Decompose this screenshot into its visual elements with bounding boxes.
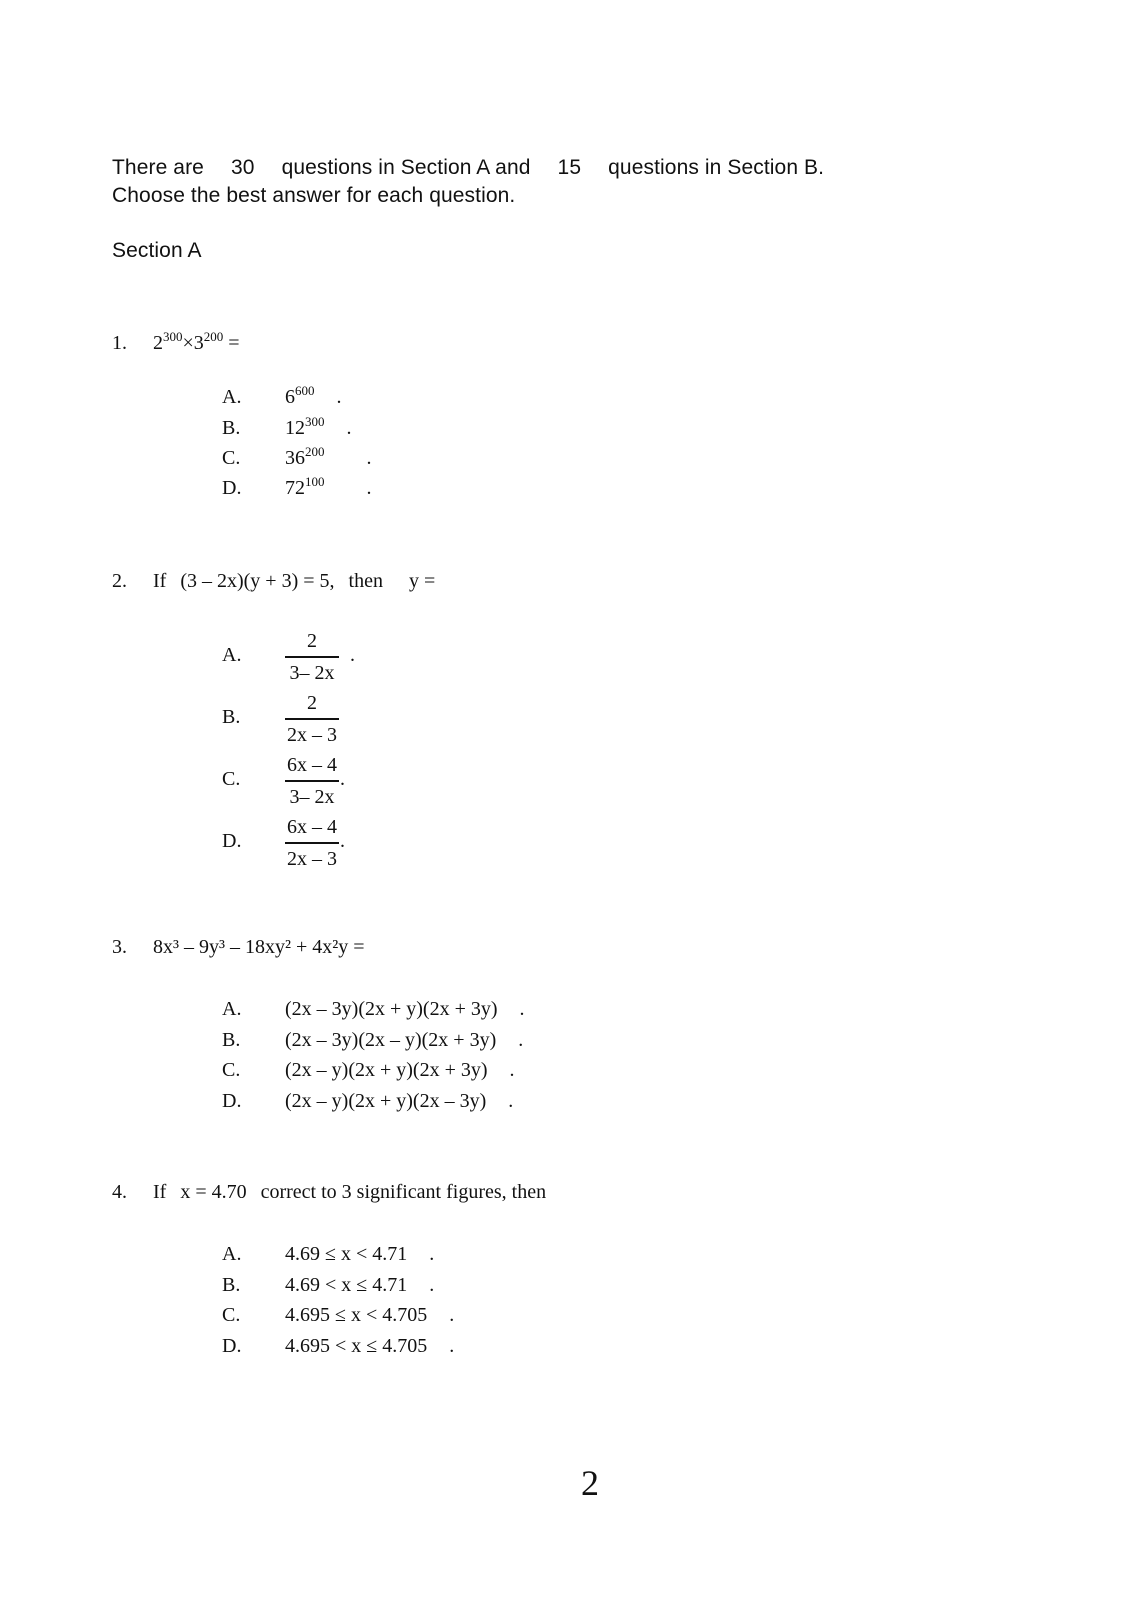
fraction-bar: [285, 842, 339, 844]
question-number: 1.: [112, 332, 127, 354]
option-fraction: [285, 813, 339, 873]
fraction-numerator: 6x – 4: [287, 754, 337, 776]
option-period: .: [340, 768, 345, 790]
fraction-denominator: 3– 2x: [289, 785, 335, 808]
option-letter: A.: [222, 1243, 242, 1265]
option-text: $6^{600}$ .: [285, 383, 342, 408]
question-number: 2.: [112, 570, 127, 592]
fraction-numerator: 2: [307, 692, 317, 714]
option-text: (2x – y)(2x + y)(2x + 3y) .: [285, 1059, 515, 1081]
fraction-numerator: 6x – 4: [287, 816, 337, 838]
option-letter: C.: [222, 1304, 241, 1326]
option-letter: B.: [222, 706, 241, 728]
option-letter: C.: [222, 447, 241, 469]
intro-line-2: Choose the best answer for each question.: [112, 184, 516, 207]
option-text: 4.69 ≤ x < 4.71 .: [285, 1243, 435, 1265]
question-stem: 8x³ – 9y³ – 18xy² + 4x²y =: [153, 936, 365, 958]
fraction-bar: [285, 718, 339, 720]
option-text: $12^{300}$ .: [285, 414, 352, 439]
fraction-denominator: 2x – 3: [287, 847, 337, 870]
option-text: $36^{200}$ .: [285, 444, 372, 469]
option-letter: D.: [222, 830, 242, 852]
option-text: 4.69 < x ≤ 4.71 .: [285, 1274, 435, 1296]
option-letter: D.: [222, 477, 242, 499]
fraction-denominator: 2x – 3: [287, 723, 337, 746]
option-fraction: [285, 751, 339, 811]
option-letter: D.: [222, 1335, 242, 1357]
question-stem: If (3 – 2x)(y + 3) = 5, then y =: [153, 570, 436, 592]
option-text: 4.695 < x ≤ 4.705 .: [285, 1335, 455, 1357]
option-letter: A.: [222, 998, 242, 1020]
option-text: (2x – y)(2x + y)(2x – 3y) .: [285, 1090, 514, 1112]
question-stem: If x = 4.70 correct to 3 significant figures, then: [153, 1181, 547, 1203]
option-text: (2x – 3y)(2x + y)(2x + 3y) .: [285, 998, 525, 1020]
question-stem: $2^{300}\times 3^{200}$ =: [153, 329, 240, 354]
option-letter: C.: [222, 768, 241, 790]
fraction-bar: [285, 780, 339, 782]
intro-line-1: There are 30 questions in Section A and 15 questions in Section B.: [112, 156, 825, 179]
section-title: Section A: [112, 239, 202, 262]
option-period: .: [350, 644, 355, 666]
question-number: 3.: [112, 936, 127, 958]
option-letter: D.: [222, 1090, 242, 1112]
option-text: $72^{100}$ .: [285, 474, 372, 499]
question-number: 4.: [112, 1181, 127, 1203]
option-letter: C.: [222, 1059, 241, 1081]
option-letter: B.: [222, 1274, 241, 1296]
option-letter: B.: [222, 417, 241, 439]
option-letter: A.: [222, 386, 242, 408]
fraction-numerator: 2: [307, 630, 317, 652]
option-fraction: [285, 689, 339, 749]
fraction-denominator: 3– 2x: [289, 661, 335, 684]
fraction-bar: [285, 656, 339, 658]
option-text: (2x – 3y)(2x – y)(2x + 3y) .: [285, 1029, 524, 1051]
option-text: 4.695 ≤ x < 4.705 .: [285, 1304, 455, 1326]
option-fraction: [285, 627, 339, 687]
option-period: .: [340, 830, 345, 852]
option-letter: A.: [222, 644, 242, 666]
page-number: 2: [581, 1463, 599, 1503]
option-letter: B.: [222, 1029, 241, 1051]
